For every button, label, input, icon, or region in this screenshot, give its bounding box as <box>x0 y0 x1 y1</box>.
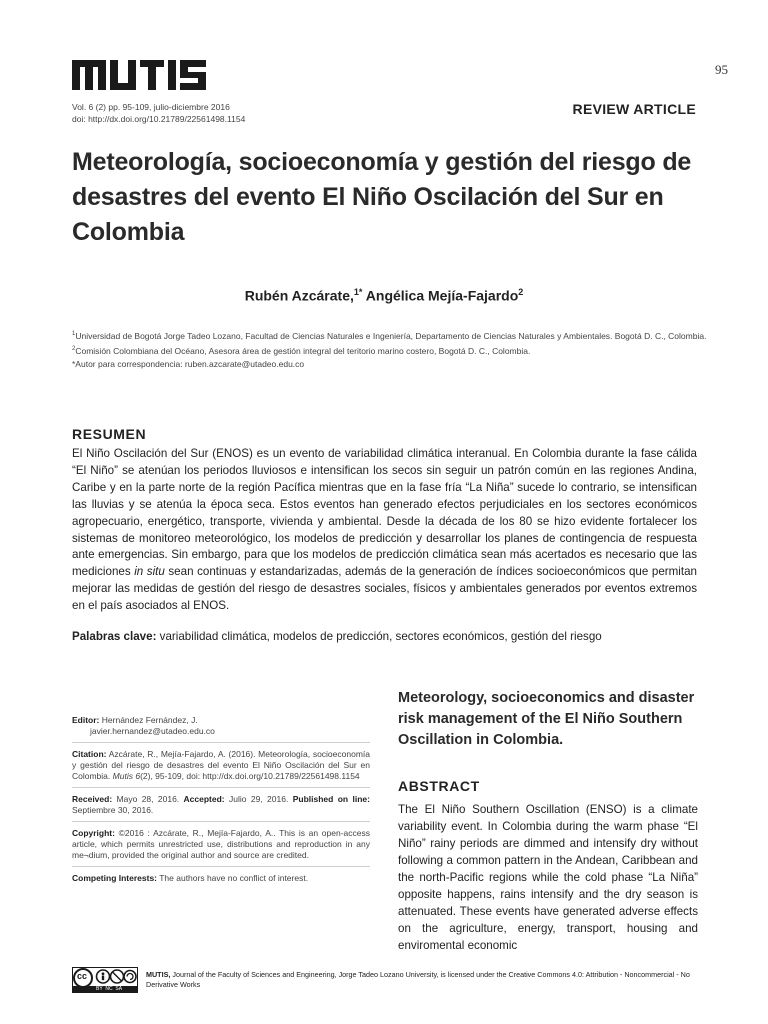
corresponding-author-text: *Autor para correspondencia: ruben.azcarate@utadeo.edu.co <box>72 358 305 369</box>
resumen-heading: RESUMEN <box>72 426 147 442</box>
copyright-label: Copyright: <box>72 828 115 838</box>
keywords <box>72 630 712 643</box>
doi-line[interactable]: doi: http://dx.doi.org/10.21789/22561498.1154 <box>72 114 246 124</box>
article-metadata <box>72 715 370 895</box>
copyright-text: ©2016 : Azcárate, R., Mejía-Fajardo, A.. This is an open-access article, which permits unrestricted use, distributions and reproduction in any me¬dium, provided the original author and source are credited. <box>72 828 370 860</box>
competing-label: Competing Interests: <box>72 873 158 883</box>
citation-label: Citation: <box>72 749 107 759</box>
resumen-body <box>72 446 697 615</box>
affiliation-1 <box>72 329 712 342</box>
author-2: Angélica Mejía-Fajardo <box>365 287 519 304</box>
cc-badge-label: cc <box>77 971 88 981</box>
cc-badge-sub: BY NC SA <box>96 986 123 992</box>
affiliation-text: Comisión Colombiana del Océano, Asesora área de gestión integral del teritorio marino costero, Bogotá D. C., Colombia. <box>75 345 531 356</box>
competing-text: The authors have no conflict of interest. <box>159 873 309 883</box>
author-1: Rubén Azcárate, <box>244 287 354 304</box>
dates-block <box>72 794 370 822</box>
keywords-list: variabilidad climática, modelos de predicción, sectores económicos, gestión del riesgo <box>159 630 602 643</box>
received-date: Mayo 28, 2016. <box>116 794 180 804</box>
cc-license-badge[interactable] <box>72 967 138 993</box>
affiliations <box>72 329 712 372</box>
copyright-block <box>72 828 370 867</box>
editor-email[interactable]: javier.hernandez@utadeo.edu.co <box>90 726 215 736</box>
journal-logo <box>72 60 206 90</box>
abstract-heading: ABSTRACT <box>398 778 480 794</box>
competing-interests-block <box>72 873 370 889</box>
published-date: Septiembre 30, 2016. <box>72 805 154 815</box>
author-line <box>0 287 768 304</box>
resumen-italic: in situ <box>134 565 165 579</box>
published-label: Published on line: <box>292 794 370 804</box>
mutis-logo-graphic <box>72 60 206 90</box>
author-1-marks: 1* <box>353 287 363 297</box>
received-label: Received: <box>72 794 113 804</box>
affiliation-2 <box>72 344 712 357</box>
english-title: Meteorology, socioeconomics and disaster risk management of the El Niño Southern Oscillation in Colombia. <box>398 690 695 748</box>
article-type-label: REVIEW ARTICLE <box>572 101 696 117</box>
citation-journal: Mutis 6 <box>112 771 141 781</box>
page-number: 95 <box>715 62 728 77</box>
affiliation-text: Universidad de Bogotá Jorge Tadeo Lozano, Facultad de Ciencias Naturales e Ingeniería, Departamento de Ciencias Naturales y Ambientales. Bogotá D. C., Colombia. <box>75 330 707 341</box>
accepted-date: Julio 29, 2016. <box>229 794 289 804</box>
keywords-label: Palabras clave: <box>72 630 157 643</box>
accepted-label: Accepted: <box>183 794 225 804</box>
corresponding-author <box>72 359 712 370</box>
article-title: Meteorología, socioeconomía y gestión del riesgo de desastres del evento El Niño Oscilación del Sur en Colombia <box>72 148 692 246</box>
editor-name: Hernández Fernández, J. <box>101 715 198 725</box>
citation-doi[interactable]: (2), 95-109, doi: http://dx.doi.org/10.21789/22561498.1154 <box>140 771 360 781</box>
volume-line: Vol. 6 (2) pp. 95-109, julio-diciembre 2016 <box>72 102 230 112</box>
resumen-text-part: sean continuas y estandarizadas, además de la generación de índices socioeconómicos que permitan mejorar las medidas de gestión del riesgo de desastres sociales, físicos y ambientales generados por eventos extremos en el país asociados al ENOS. <box>72 565 697 613</box>
editor-block <box>72 715 370 743</box>
affiliation-mark: 2 <box>72 345 76 352</box>
resumen-text-part: El Niño Oscilación del Sur (ENOS) es un evento de variabilidad climática interanual. En Colombia durante la fase cálida “El Niño” se atenúan los periodos lluviosos e intensifican los secos sin seguir un patrón común en las regiones Andina, Caribe y en la parte norte de la región Pacífica mientras que en la fase fría “La Niña” sucede lo contrario, se intensifican las lluvias y se atenúa la época seca. Estos eventos han generado efectos perjudiciales en los sectores económicos agropecuario, energético, transporte, vivienda y ambiental. Desde la década de los 80 se hizo evidente fortalecer los sistemas de monitoreo meteorológico, los modelos de predicción y desarrollar los planes de contingencia de respuesta ante emergencias. Sin embargo, para que los modelos de predicción climática sean más acertados es necesario que las mediciones <box>72 447 697 579</box>
citation-block <box>72 749 370 788</box>
editor-label: Editor: <box>72 715 100 725</box>
abstract-body: The El Niño Southern Oscillation (ENSO) is a climate variability event. In Colombia during the warm phase “El Niño” rainy periods are dimmed and intensify dry without following a common pattern in the Andean, Caribbean and the north-Pacific regions while the cold phase “La Niña” opposite happens, rains intensify and the dry season is attenuated. These events have generated adverse effects on the agriculture, energy, transport, housing and enviromental economic <box>398 803 698 952</box>
license-text: Journal of the Faculty of Sciences and Engineering, Jorge Tadeo Lozano University, is licensed under the Creative Commons 4.0: Attribution - Noncommercial - No Derivative Works <box>146 970 690 989</box>
author-2-marks: 2 <box>518 287 524 297</box>
citation-text: Azcárate, R., Mejía-Fajardo, A. (2016). Meteorología, socioeconomía y gestión del riesgo de desastres del evento El Niño Oscilación del Sur en Colombia. <box>72 749 370 781</box>
license-statement <box>146 970 706 990</box>
license-journal: MUTIS, <box>146 970 171 979</box>
volume-info <box>72 101 245 125</box>
affiliation-mark: 1 <box>72 331 76 337</box>
